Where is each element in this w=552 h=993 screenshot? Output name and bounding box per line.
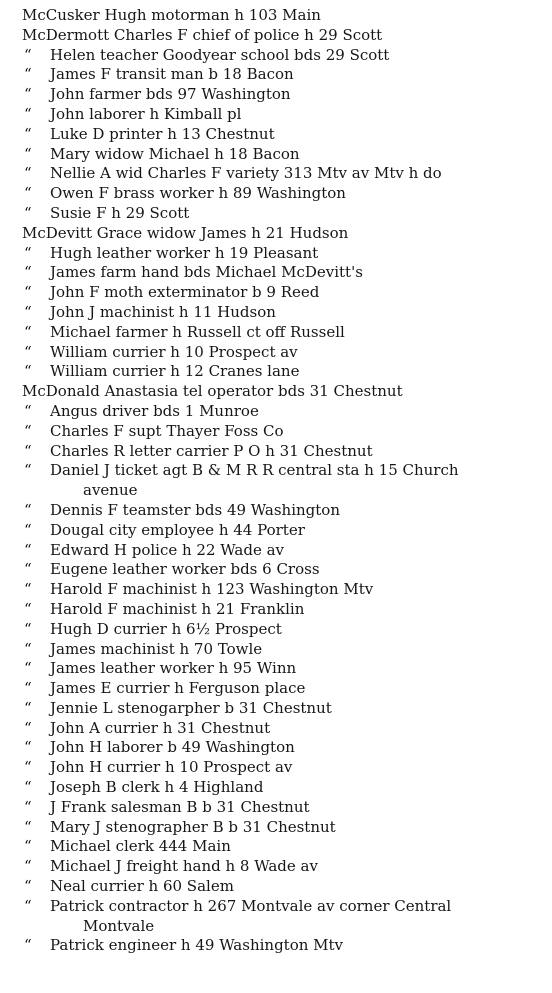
sub-entry: [0, 85, 552, 105]
entry-continuation: [0, 917, 552, 937]
sub-entry: [0, 263, 552, 283]
surname-entry: [0, 382, 552, 402]
sub-entry: [0, 580, 552, 600]
entry-text: William currier h 10 Prospect av: [50, 342, 298, 361]
ditto-mark: “: [24, 857, 32, 876]
ditto-mark: “: [24, 698, 32, 717]
sub-entry: [0, 46, 552, 66]
entry-text: Harold F machinist h 21 Franklin: [50, 599, 305, 618]
entry-text: John F moth exterminator b 9 Reed: [50, 283, 320, 302]
entry-text: Edward H police h 22 Wade av: [50, 540, 285, 559]
sub-entry: [0, 600, 552, 620]
ditto-mark: “: [24, 837, 32, 856]
entry-text: Eugene leather worker bds 6 Cross: [50, 560, 320, 579]
sub-entry: [0, 442, 552, 462]
entry-text: John J machinist h 11 Hudson: [50, 302, 276, 321]
surname-entry: [0, 6, 552, 26]
sub-entry: [0, 105, 552, 125]
entry-text: McDevitt Grace widow James h 21 Hudson: [22, 223, 349, 242]
ditto-mark: “: [24, 45, 32, 64]
ditto-mark: “: [24, 580, 32, 599]
entry-text: John H currier h 10 Prospect av: [50, 758, 293, 777]
entry-text: Michael farmer h Russell ct off Russell: [50, 322, 345, 341]
entry-text: John farmer bds 97 Washington: [50, 85, 291, 104]
sub-entry: [0, 402, 552, 422]
ditto-mark: “: [24, 461, 32, 480]
entry-text: Dennis F teamster bds 49 Washington: [50, 500, 340, 519]
entry-text: Luke D printer h 13 Chestnut: [50, 124, 275, 143]
ditto-mark: “: [24, 540, 32, 559]
ditto-mark: “: [24, 243, 32, 262]
entry-text: Susie F h 29 Scott: [50, 203, 190, 222]
ditto-mark: “: [24, 104, 32, 123]
sub-entry: [0, 560, 552, 580]
sub-entry: [0, 936, 552, 956]
entry-text: Harold F machinist h 123 Washington Mtv: [50, 580, 374, 599]
sub-entry: [0, 857, 552, 877]
entry-text: James leather worker h 95 Winn: [50, 659, 297, 678]
ditto-mark: “: [24, 520, 32, 539]
entry-text: McCusker Hugh motorman h 103 Main: [22, 6, 321, 24]
ditto-mark: “: [24, 124, 32, 143]
ditto-mark: “: [24, 184, 32, 203]
entry-text: John A currier h 31 Chestnut: [50, 718, 271, 737]
ditto-mark: “: [24, 758, 32, 777]
entry-text: McDonald Anastasia tel operator bds 31 Chestnut: [22, 382, 403, 401]
entry-text: Charles R letter carrier P O h 31 Chestnut: [50, 441, 373, 460]
ditto-mark: “: [24, 778, 32, 797]
entry-text: Joseph B clerk h 4 Highland: [50, 778, 264, 797]
entry-text: James machinist h 70 Towle: [50, 639, 263, 658]
entry-text: Angus driver bds 1 Munroe: [50, 401, 259, 420]
entry-continuation: [0, 481, 552, 501]
sub-entry: [0, 125, 552, 145]
ditto-mark: “: [24, 322, 32, 341]
entry-text: Charles F supt Thayer Foss Co: [50, 421, 284, 440]
sub-entry: [0, 204, 552, 224]
sub-entry: [0, 541, 552, 561]
sub-entry: [0, 818, 552, 838]
ditto-mark: “: [24, 659, 32, 678]
entry-text: Patrick contractor h 267 Montvale av corner Central: [50, 896, 452, 915]
ditto-mark: “: [24, 441, 32, 460]
ditto-mark: “: [24, 896, 32, 915]
sub-entry: [0, 501, 552, 521]
sub-entry: [0, 877, 552, 897]
entry-text: William currier h 12 Cranes lane: [50, 362, 300, 381]
ditto-mark: “: [24, 797, 32, 816]
sub-entry: [0, 837, 552, 857]
surname-entry: [0, 26, 552, 46]
entry-text: James farm hand bds Michael McDevitt's: [50, 263, 363, 282]
sub-entry: [0, 461, 552, 481]
sub-entry: [0, 640, 552, 660]
entry-text: Neal currier h 60 Salem: [50, 877, 234, 896]
entry-text: avenue: [83, 481, 138, 500]
ditto-mark: “: [24, 718, 32, 737]
sub-entry: [0, 620, 552, 640]
sub-entry: [0, 164, 552, 184]
sub-entry: [0, 679, 552, 699]
entry-text: Owen F brass worker h 89 Washington: [50, 184, 346, 203]
entry-text: Michael clerk 444 Main: [50, 837, 231, 856]
ditto-mark: “: [24, 263, 32, 282]
entry-text: McDermott Charles F chief of police h 29 Scott: [22, 25, 383, 44]
ditto-mark: “: [24, 144, 32, 163]
entry-text: John H laborer b 49 Washington: [50, 738, 295, 757]
ditto-mark: “: [24, 679, 32, 698]
entry-text: John laborer h Kimball pl: [50, 104, 242, 123]
sub-entry: [0, 303, 552, 323]
entry-text: Montvale: [83, 916, 155, 935]
sub-entry: [0, 758, 552, 778]
entry-text: Nellie A wid Charles F variety 313 Mtv av Mtv h do: [50, 164, 442, 183]
ditto-mark: “: [24, 500, 32, 519]
sub-entry: [0, 897, 552, 917]
sub-entry: [0, 65, 552, 85]
ditto-mark: “: [24, 65, 32, 84]
sub-entry: [0, 283, 552, 303]
sub-entry: [0, 719, 552, 739]
sub-entry: [0, 659, 552, 679]
ditto-mark: “: [24, 599, 32, 618]
entry-text: Hugh D currier h 6½ Prospect: [50, 619, 282, 638]
entry-text: Mary J stenographer B b 31 Chestnut: [50, 817, 336, 836]
sub-entry: [0, 323, 552, 343]
entry-text: Michael J freight hand h 8 Wade av: [50, 857, 318, 876]
entry-text: J Frank salesman B b 31 Chestnut: [50, 797, 310, 816]
ditto-mark: “: [24, 877, 32, 896]
sub-entry: [0, 521, 552, 541]
ditto-mark: “: [24, 639, 32, 658]
entry-text: Hugh leather worker h 19 Pleasant: [50, 243, 319, 262]
entry-text: James E currier h Ferguson place: [50, 679, 306, 698]
entry-text: Jennie L stenogarpher b 31 Chestnut: [50, 698, 332, 717]
entry-text: James F transit man b 18 Bacon: [50, 65, 294, 84]
sub-entry: [0, 184, 552, 204]
sub-entry: [0, 343, 552, 363]
entry-text: Patrick engineer h 49 Washington Mtv: [50, 936, 344, 955]
ditto-mark: “: [24, 164, 32, 183]
sub-entry: [0, 362, 552, 382]
ditto-mark: “: [24, 203, 32, 222]
entry-text: Helen teacher Goodyear school bds 29 Scott: [50, 45, 390, 64]
sub-entry: [0, 145, 552, 165]
entry-text: Dougal city employee h 44 Porter: [50, 520, 305, 539]
sub-entry: [0, 778, 552, 798]
ditto-mark: “: [24, 302, 32, 321]
ditto-mark: “: [24, 738, 32, 757]
sub-entry: [0, 798, 552, 818]
ditto-mark: “: [24, 342, 32, 361]
ditto-mark: “: [24, 619, 32, 638]
ditto-mark: “: [24, 85, 32, 104]
entry-text: Mary widow Michael h 18 Bacon: [50, 144, 300, 163]
sub-entry: [0, 244, 552, 264]
sub-entry: [0, 699, 552, 719]
ditto-mark: “: [24, 283, 32, 302]
ditto-mark: “: [24, 936, 32, 955]
ditto-mark: “: [24, 362, 32, 381]
ditto-mark: “: [24, 560, 32, 579]
ditto-mark: “: [24, 817, 32, 836]
surname-entry: [0, 224, 552, 244]
ditto-mark: “: [24, 401, 32, 420]
ditto-mark: “: [24, 421, 32, 440]
sub-entry: [0, 738, 552, 758]
entry-text: Daniel J ticket agt B & M R R central sta h 15 Church: [50, 461, 459, 480]
sub-entry: [0, 422, 552, 442]
